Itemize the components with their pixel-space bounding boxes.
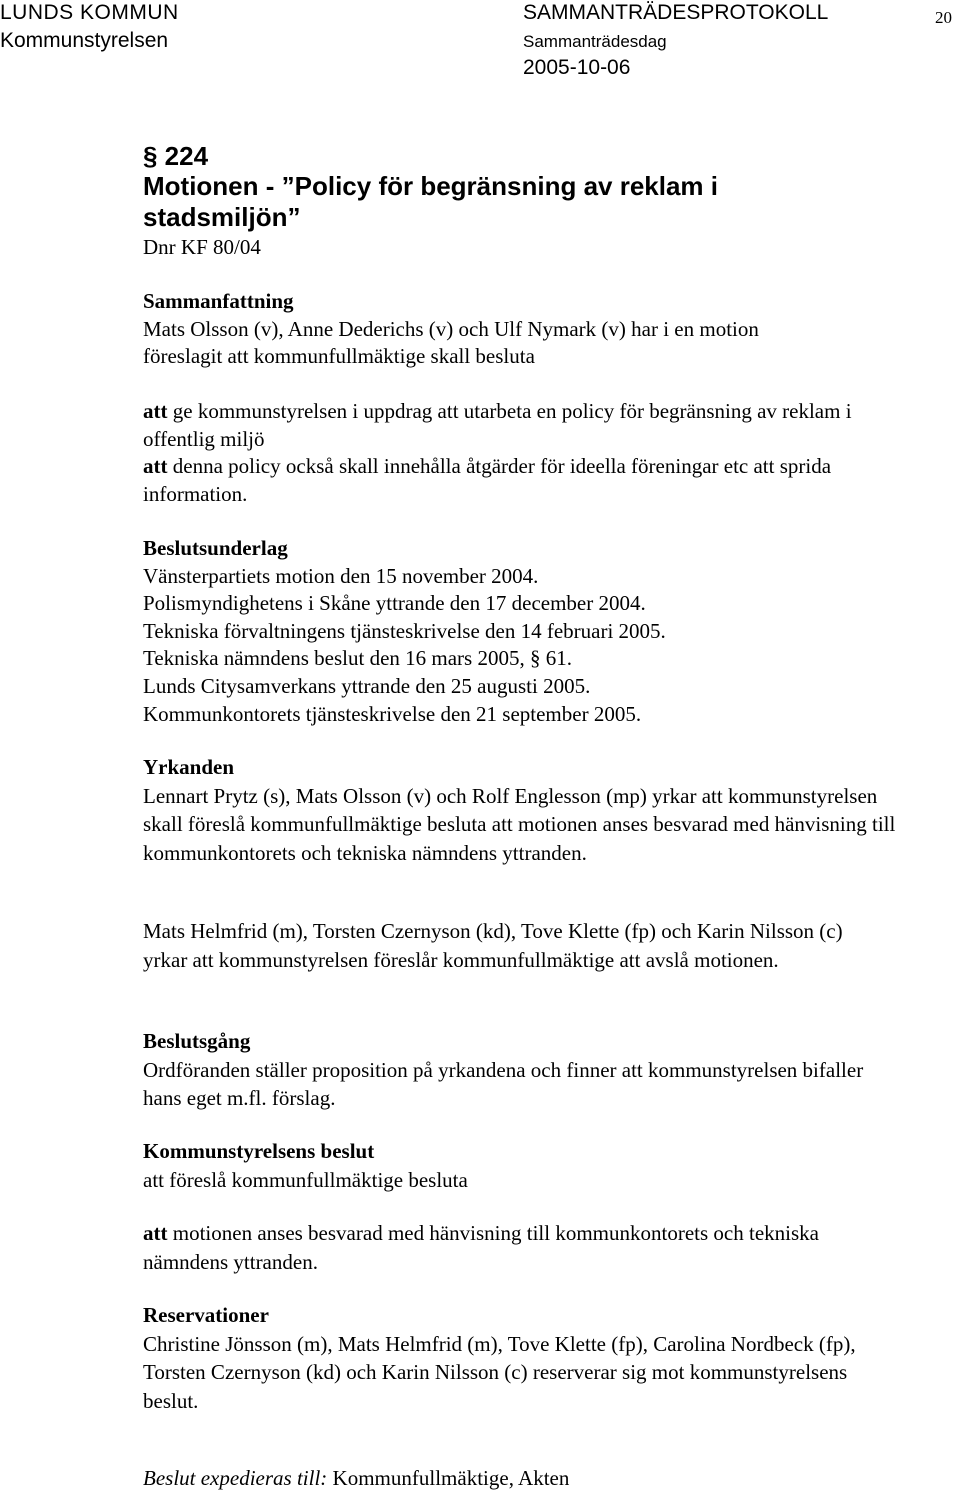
dispatch-label: Beslut expedieras till: xyxy=(143,1466,328,1490)
reservations-section xyxy=(143,1301,873,1415)
reservations-heading: Reservationer xyxy=(143,1303,269,1327)
att-keyword: att xyxy=(143,454,168,479)
document-type: SAMMANTRÄDESPROTOKOLL xyxy=(523,1,829,24)
summary-section xyxy=(143,288,843,371)
meeting-date: 2005-10-06 xyxy=(523,56,631,79)
section-title: Motionen - ”Policy för begränsning av reklam i stadsmiljön” xyxy=(143,171,718,232)
basis-item: Lunds Citysamverkans yttrande den 25 augusti 2005. xyxy=(143,673,591,698)
summary-points xyxy=(143,398,863,508)
summary-point-text: denna policy också skall innehålla åtgärder för ideella föreningar etc att sprida information. xyxy=(143,454,832,506)
page-number: 20 xyxy=(935,8,952,27)
decision-heading: Kommunstyrelsens beslut xyxy=(143,1139,375,1163)
section-number: § 224 xyxy=(143,141,209,171)
department-name: Kommunstyrelsen xyxy=(0,29,169,52)
procedure-heading: Beslutsgång xyxy=(143,1029,251,1053)
basis-item: Tekniska nämndens beslut den 16 mars 2005, § 61. xyxy=(143,646,572,671)
decision-point xyxy=(143,1219,833,1276)
motion-paragraph: Lennart Prytz (s), Mats Olsson (v) och Rolf Englesson (mp) yrkar att kommunstyrelsen skall föreslå kommunfullmäktige besluta att motionen anses besvarad med hänvisning till kommunkontorets och tekniska nämndens yttranden. xyxy=(143,783,896,865)
meeting-date-label: Sammanträdesdag xyxy=(523,32,667,51)
motion-paragraph-2 xyxy=(143,917,883,974)
basis-item: Tekniska förvaltningens tjänsteskrivelse den 14 februari 2005. xyxy=(143,618,666,643)
decision-text: att motionen anses besvarad med hänvisning till kommunkontorets och tekniska nämndens yttranden. xyxy=(143,1221,819,1274)
motion-paragraph: Mats Helmfrid (m), Torsten Czernyson (kd), Tove Klette (fp) och Karin Nilsson (c) yrkar att kommunstyrelsen föreslår kommunfullmäktige att avslå motionen. xyxy=(143,919,843,972)
basis-heading: Beslutsunderlag xyxy=(143,536,288,560)
reservations-text: Christine Jönsson (m), Mats Helmfrid (m), Tove Klette (fp), Carolina Nordbeck (fp), Torsten Czernyson (kd) och Karin Nilsson (c) reserverar sig mot kommunstyrelsens beslut. xyxy=(143,1331,856,1413)
summary-point xyxy=(143,453,863,508)
att-keyword: att xyxy=(143,399,168,423)
case-number: Dnr KF 80/04 xyxy=(143,235,261,259)
att-keyword: att xyxy=(143,1221,168,1245)
procedure-text: Ordföranden ställer proposition på yrkandena och finner att kommunstyrelsen bifaller hans eget m.fl. förslag. xyxy=(143,1057,864,1110)
basis-item: Kommunkontorets tjänsteskrivelse den 21 september 2005. xyxy=(143,701,642,726)
basis-item: Vänsterpartiets motion den 15 november 2004. xyxy=(143,563,539,588)
summary-intro: Mats Olsson (v), Anne Dederichs (v) och Ulf Nymark (v) har i en motion föreslagit att kommunfullmäktige skall besluta xyxy=(143,316,759,369)
motions-heading: Yrkanden xyxy=(143,755,235,779)
dispatch-recipients: Kommunfullmäktige, Akten xyxy=(332,1466,570,1490)
decision-intro: att föreslå kommunfullmäktige besluta xyxy=(143,1167,468,1192)
summary-point xyxy=(143,398,863,453)
motions-section xyxy=(143,753,898,867)
dispatch-line xyxy=(143,1465,923,1493)
municipality-name: LUNDS KOMMUN xyxy=(0,1,179,24)
summary-heading: Sammanfattning xyxy=(143,289,294,313)
basis-section xyxy=(143,535,863,728)
basis-item: Polismyndighetens i Skåne yttrande den 17 december 2004. xyxy=(143,591,646,616)
decision-section xyxy=(143,1137,863,1194)
summary-point-text: ge kommunstyrelsen i uppdrag att utarbeta en policy för begränsning av reklam i offentlig miljö xyxy=(143,399,852,451)
procedure-section xyxy=(143,1027,888,1113)
